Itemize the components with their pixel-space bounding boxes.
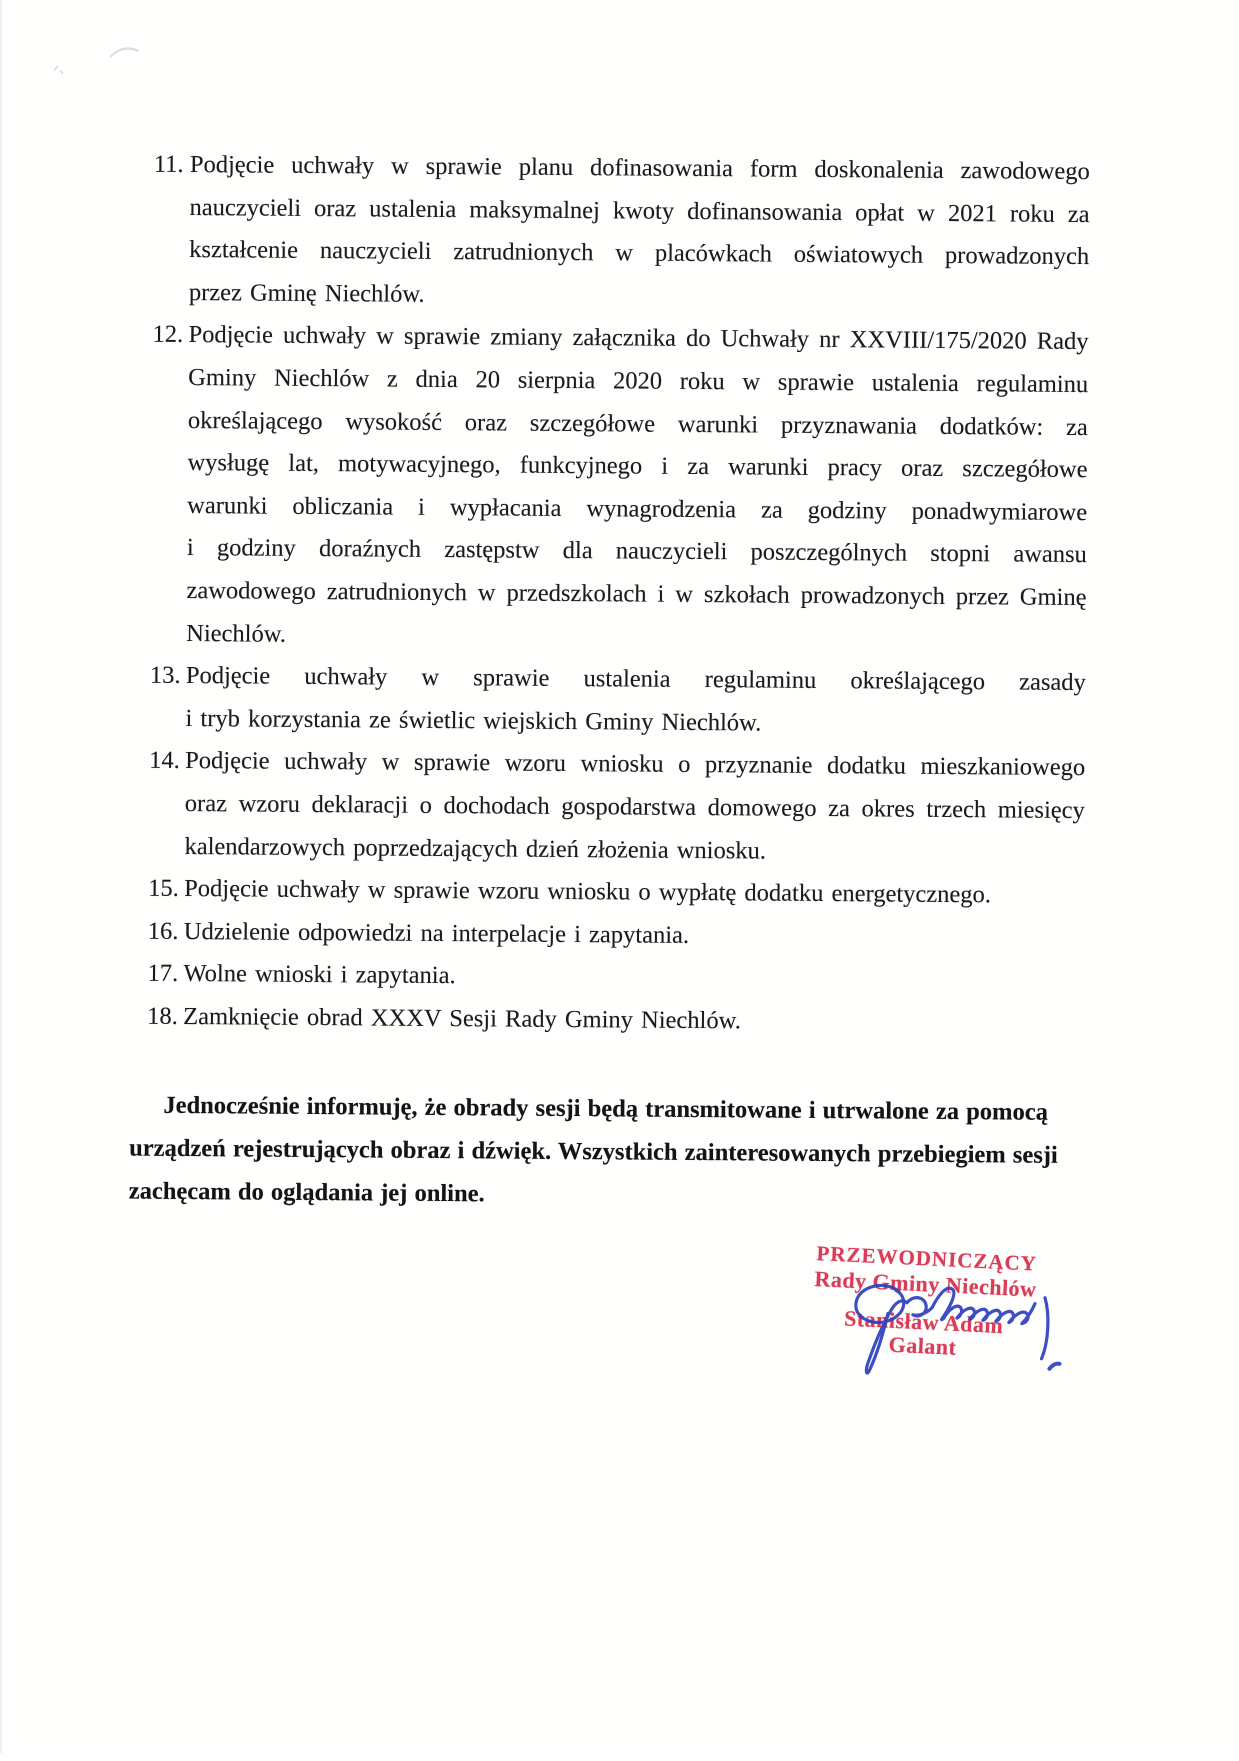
agenda-list (147, 144, 1090, 1046)
agenda-line: i godziny doraźnych zastępstw dla nauczycieli poszczególnych stopni awansu (186, 534, 1087, 569)
item-number: 12. (152, 321, 184, 349)
stamp-organization: Rady Gminy Niechlów (813, 1266, 1038, 1302)
agenda-line: Podjęcie uchwały w sprawie planu dofinasowania form doskonalenia zawodowego (189, 150, 1090, 186)
agenda-line: Podjęcie uchwały w sprawie zmiany załącznika do Uchwały nr XXVIII/175/2020 Rady (188, 321, 1089, 356)
closing-line: zachęcam do oglądania jej online. (128, 1177, 485, 1208)
item-number: 17. (147, 959, 179, 988)
agenda-line: oraz wzoru deklaracji o dochodach gospodarstwa domowego za okres trzech miesięcy (184, 789, 1085, 824)
agenda-line: nauczycieli oraz ustalenia maksymalnej kwoty dofinansowania opłat w 2021 roku za (189, 193, 1090, 228)
agenda-line: Podjęcie uchwały w sprawie ustalenia regulaminu określającego zasady (185, 662, 1086, 697)
stamp-signer-name: Stanisław Adam Galant (843, 1305, 1004, 1360)
agenda-item-16 (147, 911, 1084, 961)
agenda-item-17 (147, 953, 1083, 1003)
closing-paragraph (129, 1084, 1080, 1220)
agenda-line: Udzielenie odpowiedzi na interpelacje i zapytania. (183, 917, 690, 949)
agenda-line: Zamknięcie obrad XXXV Sesji Rady Gminy Niechlów. (183, 1002, 741, 1035)
item-number: 18. (147, 1002, 178, 1030)
agenda-item-14 (149, 740, 1086, 875)
item-number: 16. (147, 917, 179, 945)
agenda-line: zawodowego zatrudnionych w przedszkolach i w szkołach prowadzonych przez Gminę (186, 576, 1087, 611)
agenda-line: Niechlów. (186, 619, 287, 648)
chairman-stamp (808, 1242, 1041, 1364)
agenda-item-13 (149, 655, 1086, 747)
agenda-item-18 (147, 996, 1083, 1046)
agenda-line: i tryb korzystania ze świetlic wiejskich Gminy Niechlów. (185, 704, 762, 737)
agenda-line: wysługę lat, motywacyjnego, funkcyjnego i za warunki pracy oraz szczegółowe (187, 449, 1088, 484)
agenda-line: warunki obliczania i wypłacania wynagrodzenia za godziny ponadwymiarowe (187, 491, 1088, 526)
item-number: 15. (148, 874, 179, 903)
closing-line: Jednocześnie informuję, że obrady sesji będą transmitowane i utrwalone za pomocą (163, 1091, 1048, 1126)
agenda-item-15 (148, 868, 1084, 918)
agenda-item-11 (153, 144, 1090, 321)
closing-line: urządzeń rejestrujących obraz i dźwięk. Wszystkich zainteresowanych przebiegiem sesji (129, 1134, 1058, 1169)
agenda-line: Podjęcie uchwały w sprawie wzoru wniosku o wypłatę dodatku energetycznego. (184, 875, 992, 909)
agenda-line: Podjęcie uchwały w sprawie wzoru wniosku o przyznanie dodatku mieszkaniowego (185, 747, 1086, 782)
item-number: 13. (149, 661, 181, 690)
agenda-line: określającego wysokość oraz szczegółowe warunki przyznawania dodatków: za (187, 406, 1088, 441)
agenda-line: kalendarzowych poprzedzających dzień złożenia wniosku. (184, 832, 767, 865)
item-number: 11. (153, 150, 184, 178)
item-number: 14. (149, 747, 180, 775)
stamp-title: PRZEWODNICZĄCY (816, 1241, 1038, 1276)
agenda-item-12 (152, 314, 1089, 662)
agenda-line: Gminy Niechlów z dnia 20 sierpnia 2020 roku w sprawie ustalenia regulaminu (188, 363, 1089, 399)
agenda-line: kształcenie nauczycieli zatrudnionych w placówkach oświatowych prowadzonych (189, 236, 1090, 271)
agenda-line: przez Gminę Niechlów. (188, 278, 425, 308)
agenda-line: Wolne wnioski i zapytania. (183, 960, 456, 990)
scan-speck-artifact (55, 66, 63, 73)
scan-smudge-artifact (111, 48, 138, 56)
